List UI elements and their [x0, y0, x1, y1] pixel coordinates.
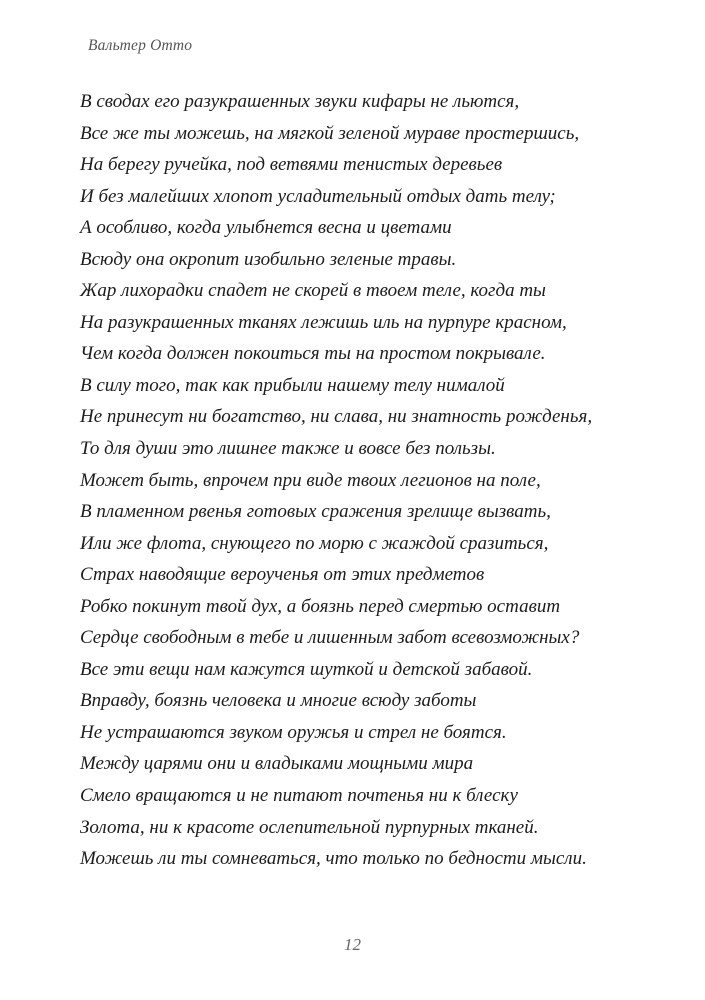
poem-line: В силу того, так как прибыли нашему телу нималой: [80, 374, 505, 396]
poem-line: И без малейших хлопот усладительный отдых дать телу;: [80, 185, 556, 207]
poem-text: [80, 86, 680, 875]
poem-line: На разукрашенных тканях лежишь иль на пурпуре красном,: [80, 311, 567, 333]
poem-line: Все эти вещи нам кажутся шуткой и детской забавой.: [80, 658, 533, 680]
poem-line: Смело вращаются и не питают почтенья ни к блеску: [80, 785, 518, 807]
poem-line: Может быть, впрочем при виде твоих легионов на поле,: [80, 469, 541, 491]
poem-line: А особливо, когда улыбнется весна и цветами: [80, 217, 452, 239]
poem-line: Всюду она окропит изобильно зеленые травы.: [80, 248, 457, 270]
poem-line: Между царями они и владыками мощными мира: [80, 753, 474, 775]
poem-line: Можешь ли ты сомневаться, что только по бедности мысли.: [80, 848, 587, 870]
poem-line: Не принесут ни богатство, ни слава, ни знатность рожденья,: [80, 406, 593, 428]
poem-line: В пламенном рвенья готовых сражения зрелище вызвать,: [80, 501, 551, 523]
poem-line: Вправду, боязнь человека и многие всюду заботы: [80, 690, 477, 712]
poem-line: То для души это лишнее также и вовсе без пользы.: [80, 438, 496, 460]
poem-line: В сводах его разукрашенных звуки кифары не льются,: [80, 91, 520, 112]
poem-line: Робко покинут твой дух, а боязнь перед смертью оставит: [80, 595, 561, 617]
poem-line: Не устрашаются звуком оружья и стрел не боятся.: [80, 721, 507, 743]
running-header: Вальтер Отто: [88, 37, 193, 54]
poem-line: На берегу ручейка, под ветвями тенистых деревьев: [80, 154, 503, 176]
poem-line: Жар лихорадки спадет не скорей в твоем теле, когда ты: [80, 280, 546, 302]
page-number: 12: [344, 935, 361, 954]
poem-line: Золота, ни к красоте ослепительной пурпурных тканей.: [80, 816, 539, 838]
poem-line: Чем когда должен покоиться ты на простом покрывале.: [80, 343, 546, 365]
poem-line: Страх наводящие вероученья от этих предметов: [80, 564, 485, 586]
poem-line: Сердце свободным в тебе и лишенным забот всевозможных?: [80, 627, 580, 649]
poem-line: Или же флота, снующего по морю с жаждой сразиться,: [80, 532, 549, 554]
poem-line: Все же ты можешь, на мягкой зеленой мураве простершись,: [80, 122, 580, 144]
